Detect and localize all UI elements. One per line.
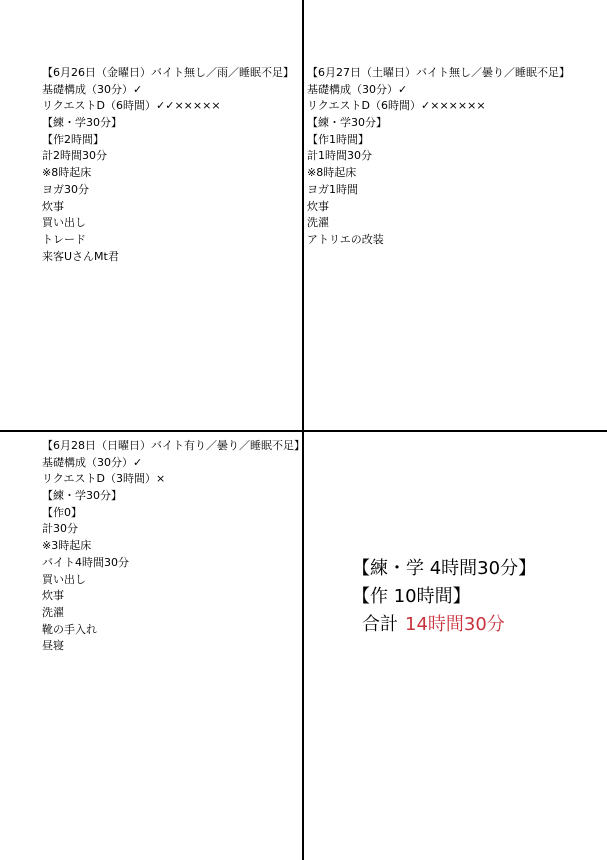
summary-total-label: 合計 — [362, 614, 398, 635]
entry-line: 基礎構成（30分）✓ — [307, 82, 408, 96]
entry-line: 【練・学30分】 — [42, 116, 122, 130]
entry-line: 買い出し — [42, 216, 86, 230]
entry-line: 炊事 — [307, 199, 329, 213]
entry-line: ※3時起床 — [42, 539, 92, 553]
entry-line: 【練・学30分】 — [307, 116, 387, 130]
entry-line: 計2時間30分 — [42, 149, 107, 163]
entry-line: バイト4時間30分 — [42, 555, 129, 569]
entry-line: ヨガ30分 — [42, 182, 89, 196]
summary-total-value: 14時間30分 — [405, 614, 505, 635]
entry-header: 【6月26日（金曜日）バイト無し／雨／睡眠不足】 — [42, 66, 294, 79]
entry-line: 【作2時間】 — [42, 132, 104, 146]
day-entry-jun28 — [42, 438, 305, 655]
summary-work: 【作 10時間】 — [352, 586, 471, 607]
entry-line: アトリエの改装 — [307, 232, 384, 246]
entry-line: 炊事 — [42, 199, 64, 213]
entry-line: ※8時起床 — [42, 166, 92, 180]
entry-line: ヨガ1時間 — [307, 182, 358, 196]
entry-line: 来客UさんMt君 — [42, 249, 119, 263]
entry-line: ※8時起床 — [307, 166, 357, 180]
entry-line: 靴の手入れ — [42, 622, 97, 636]
entry-header: 【6月28日（日曜日）バイト有り／曇り／睡眠不足】 — [42, 439, 305, 452]
entry-line: 洗濯 — [42, 605, 64, 619]
horizontal-divider — [0, 430, 607, 432]
entry-line: 【練・学30分】 — [42, 489, 122, 503]
summary-total — [352, 611, 536, 639]
entry-line: リクエストD（3時間）× — [42, 472, 166, 486]
entry-header: 【6月27日（土曜日）バイト無し／曇り／睡眠不足】 — [307, 66, 570, 79]
entry-line: 基礎構成（30分）✓ — [42, 455, 143, 469]
summary-block — [352, 555, 536, 639]
entry-line: 【作1時間】 — [307, 132, 369, 146]
entry-line: 洗濯 — [307, 216, 329, 230]
entry-line: 計30分 — [42, 522, 78, 536]
entry-line: 昼寝 — [42, 639, 64, 653]
entry-line: 買い出し — [42, 572, 86, 586]
day-entry-jun27 — [307, 65, 570, 249]
day-entry-jun26 — [42, 65, 294, 265]
entry-line: 【作0】 — [42, 505, 82, 519]
entry-line: リクエストD（6時間）✓✓××××× — [42, 99, 221, 113]
entry-line: 炊事 — [42, 589, 64, 603]
summary-practice: 【練・学 4時間30分】 — [352, 558, 537, 579]
entry-line: リクエストD（6時間）✓×××××× — [307, 99, 486, 113]
entry-line: 計1時間30分 — [307, 149, 372, 163]
entry-line: 基礎構成（30分）✓ — [42, 82, 143, 96]
entry-line: トレード — [42, 232, 86, 246]
